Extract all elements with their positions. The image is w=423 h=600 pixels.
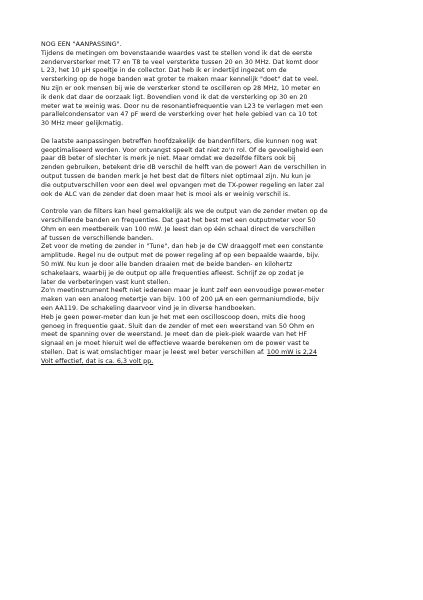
paragraph-band-filters: De laatste aanpassingen betreffen hoofdzakelijk de bandenfilters, die kunnen nog wat geoptimaliseerd worden. Voor ontvangst speelt dat niet zo'n rol. Of de gevoeligheid een paar dB beter of slechter is merk je niet. Maar omdat we dezelfde filters ook bij zenden gebruiken, betekent drie dB verschil de helft van de power! Aan de verschillen in output tussen de banden merk je het best dat de filters niet optimaal zijn. Nu kun je die outputverschillen voor een deel wel opvangen met de TX-power regeling en later zal ook de ALC van de zender dat doen maar het is mooi als er weinig verschil is.: [41, 137, 327, 198]
paragraph-filter-check: [41, 208, 393, 366]
paragraph-gap: [41, 199, 393, 208]
paragraph-l23-amplifier: Tijdens de metingen om bovenstaande waardes vast te stellen vond ik dat de eerste zenderversterker met T7 en T8 te veel versterkte tussen 20 en 30 MHz. Dat komt door L 23, het 10 µH spoeltje in de collector. Dat heb ik er indertijd ingezet om de versterking op de hoge banden wat groter te maken maar kennelijk "doet" dat te veel. Nu zijn er ook mensen bij wie de versterker stond te oscilleren op 28 MHz, 10 meter en ik denk dat daar de oorzaak ligt. Bovendien vond ik dat de versterking op 30 en 20 meter wat te weinig was. Door nu de resonantiefrequentie van L23 te verlagen met een parallelcondensator van 47 pF werd de versterking over het hele gebied van ca 10 tot 30 MHz meer gelijkmatig.: [41, 49, 323, 128]
underlined-conversion-note: 100 mW is 2,24 Volt effectief, dat is ca. 6,3 volt pp.: [41, 348, 318, 365]
paragraph-gap: [41, 129, 393, 138]
paragraph-filter-check-text: Controle van de filters kan heel gemakkelijk als we de output van de zender meten op de verschillende banden en frequenties. Dat gaat het best met een outputmeter voor 50 Ohm en een meetbereik van 100 mW. Je leest dan op één schaal direct de verschillen af tussen de verschillende banden. Zet voor de meting de zender in "Tune", dan heb je de CW draaggolf met een constante amplitude. Regel nu de output met de power regeling af op een bepaalde waarde, bijv. 50 mW. Nu kun je door alle banden draaien met de beide banden- en kilohertz schakelaars, waarbij je de output op alle frequenties afleest. Schrijf ze op zodat je later de verbeteringen vast kunt stellen. Zo'n meetinstrument heeft niet iedereen maar je kunt zelf een eenvoudige power-meter maken van een analoog metertje van bijv. 100 of 200 µA en een germaniumdiode, bijv een AA119. De schakeling daarvoor vind je in diverse handboeken. Heb je geen power-meter dan kun je het met een oscilloscoop doen, mits die hoog genoeg in frequentie gaat. Sluit dan de zender of met een weerstand van 50 Ohm en meet de spanning over de weerstand. Je meet dan de piek-piek waarde van het HF signaal en je moet hieruit wel de effectieve waarde berekenen om de power vast te stellen. Dat is wat omslachtiger maar je leest wel beter verschillen af.: [41, 208, 328, 356]
document-heading: NOG EEN "AANPASSING".: [41, 41, 122, 48]
